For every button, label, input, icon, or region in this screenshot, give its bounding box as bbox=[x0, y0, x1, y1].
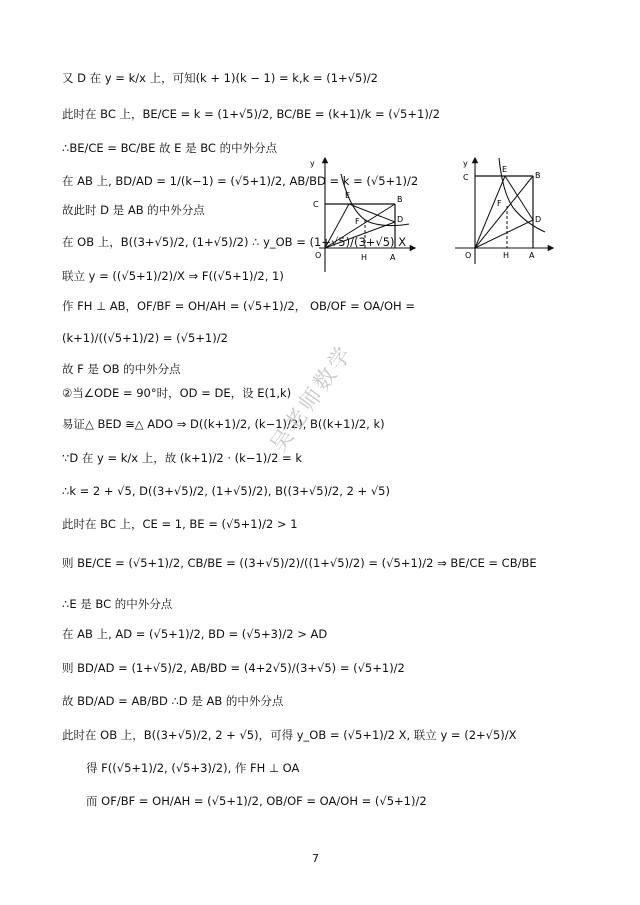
text-line-20: 故 BD/AD = AB/BD ∴D 是 AB 的中外分点 bbox=[62, 694, 284, 708]
label-O: O bbox=[315, 251, 322, 260]
text-line-6: 在 OB 上，B((3+√5)/2, (1+√5)/2) ∴ y_OB = (1+√5)/(3+√5) X bbox=[62, 235, 407, 249]
label-C-2: C bbox=[463, 173, 469, 182]
text-line-2: 此时在 BC 上，BE/CE = k = (1+√5)/2, BC/BE = (k+1)/k = (√5+1)/2 bbox=[62, 107, 441, 121]
text-line-9: (k+1)/((√5+1)/2) = (√5+1)/2 bbox=[62, 331, 228, 345]
text-line-1: 又 D 在 y = k/x 上，可知(k + 1)(k − 1) = k,k = (1+√5)/2 bbox=[62, 71, 378, 85]
text-line-3: ∴BE/CE = BC/BE 故 E 是 BC 的中外分点 bbox=[62, 141, 278, 155]
label-A-2: A bbox=[529, 251, 535, 260]
figure-right bbox=[445, 152, 555, 282]
watermark: 吴老师数学 bbox=[266, 340, 359, 458]
text-line-13: ∵D 在 y = k/x 上，故 (k+1)/2 · (k−1)/2 = k bbox=[62, 451, 303, 465]
label-B: B bbox=[397, 195, 403, 204]
text-line-14: ∴k = 2 + √5, D((3+√5)/2, (1+√5)/2), B((3+√5)/2, 2 + √5) bbox=[62, 484, 390, 498]
text-line-7: 联立 y = ((√5+1)/2)/X ⇒ F((√5+1)/2, 1) bbox=[62, 269, 284, 283]
label-D-2: D bbox=[535, 215, 542, 224]
text-line-15: 此时在 BC 上，CE = 1, BE = (√5+1)/2 > 1 bbox=[62, 517, 298, 531]
label-H-2: H bbox=[503, 251, 510, 260]
label-y-2: y bbox=[463, 159, 468, 168]
figure-left bbox=[305, 152, 420, 282]
text-line-12: 易证△ BED ≅△ ADO ⇒ D((k+1)/2, (k−1)/2), B((k+1)/2, k) bbox=[62, 417, 385, 431]
label-F-2: F bbox=[497, 199, 502, 208]
label-D: D bbox=[397, 215, 404, 224]
text-line-8: 作 FH ⊥ AB，OF/BF = OH/AH = (√5+1)/2， OB/OF = OA/OH = bbox=[62, 299, 415, 313]
label-y: y bbox=[310, 159, 315, 168]
text-line-21: 此时在 OB 上，B((3+√5)/2, 2 + √5)，可得 y_OB = (√5+1)/2 X, 联立 y = (2+√5)/X bbox=[62, 728, 517, 742]
label-F: F bbox=[355, 217, 360, 226]
text-line-16: 则 BE/CE = (√5+1)/2, CB/BE = ((3+√5)/2)/((1+√5)/2) = (√5+1)/2 ⇒ BE/CE = CB/BE bbox=[62, 556, 537, 570]
page-number: 7 bbox=[312, 852, 319, 865]
text-line-18: 在 AB 上, AD = (√5+1)/2, BD = (√5+3)/2 > AD bbox=[62, 627, 328, 641]
text-line-23: 而 OF/BF = OH/AH = (√5+1)/2, OB/OF = OA/OH = (√5+1)/2 bbox=[86, 794, 427, 808]
text-line-22: 得 F((√5+1)/2, (√5+3)/2), 作 FH ⊥ OA bbox=[86, 761, 300, 775]
text-line-5: 故此时 D 是 AB 的中外分点 bbox=[62, 203, 205, 217]
text-line-17: ∴E 是 BC 的中外分点 bbox=[62, 597, 173, 611]
label-H: H bbox=[361, 253, 368, 262]
label-E-2: E bbox=[502, 165, 508, 174]
text-line-4: 在 AB 上, BD/AD = 1/(k−1) = (√5+1)/2, AB/BD = k = (√5+1)/2 bbox=[62, 174, 419, 188]
text-line-10: 故 F 是 OB 的中外分点 bbox=[62, 362, 181, 376]
label-B-2: B bbox=[535, 171, 541, 180]
label-E: E bbox=[345, 191, 351, 200]
text-line-11: ②当∠ODE = 90°时，OD = DE，设 E(1,k) bbox=[62, 386, 292, 400]
label-C: C bbox=[313, 200, 319, 209]
label-A: A bbox=[390, 253, 396, 262]
label-O-2: O bbox=[465, 251, 472, 260]
text-line-19: 则 BD/AD = (1+√5)/2, AB/BD = (4+2√5)/(3+√5) = (√5+1)/2 bbox=[62, 661, 405, 675]
